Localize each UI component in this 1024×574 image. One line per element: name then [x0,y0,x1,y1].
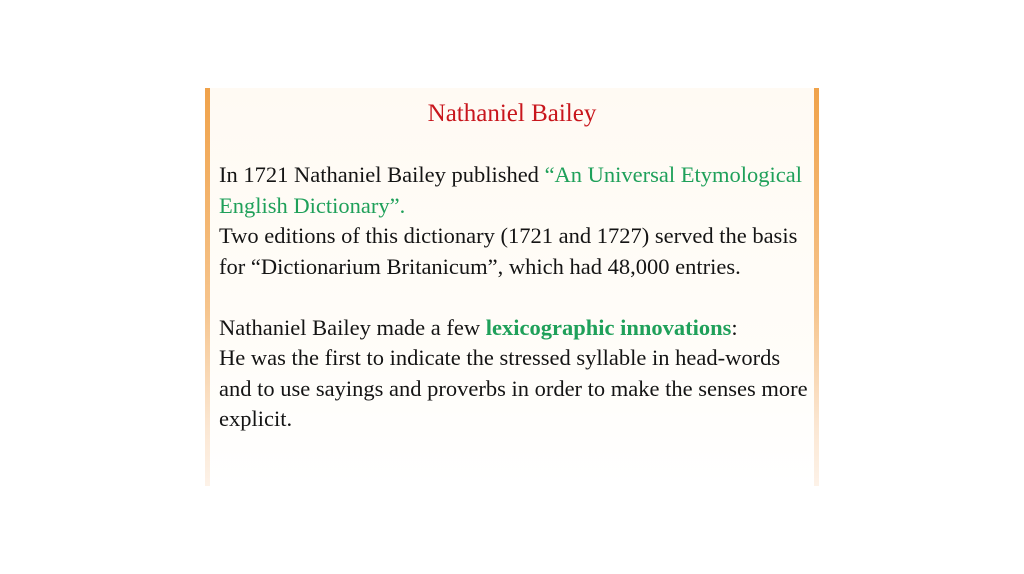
slide [205,88,819,486]
paragraph-gap [219,282,811,313]
innovations-lead: Nathaniel Bailey made a few [219,314,486,340]
slide-body [219,160,811,435]
left-accent-bar [205,88,210,486]
paragraph-editions: Two editions of this dictionary (1721 and 1727) served the basis for “Dictionarium Britanicum”, which had 48,000 entries. [219,223,798,279]
paragraph-innovations-detail: He was the first to indicate the stressed syllable in head-words and to use sayings and proverbs in order to make the senses more explicit. [219,345,808,431]
right-accent-bar [814,88,819,486]
innovations-highlight: lexicographic innovations [485,314,732,340]
slide-title: Nathaniel Bailey [427,100,597,127]
paragraph-lead: In 1721 Nathaniel Bailey published [219,162,545,187]
innovations-colon: : [731,314,738,340]
paragraph-publication [219,160,811,221]
paragraph-innovations [219,313,811,344]
dictionary-title: “An Universal Etymological English Dictionary”. [219,162,802,218]
